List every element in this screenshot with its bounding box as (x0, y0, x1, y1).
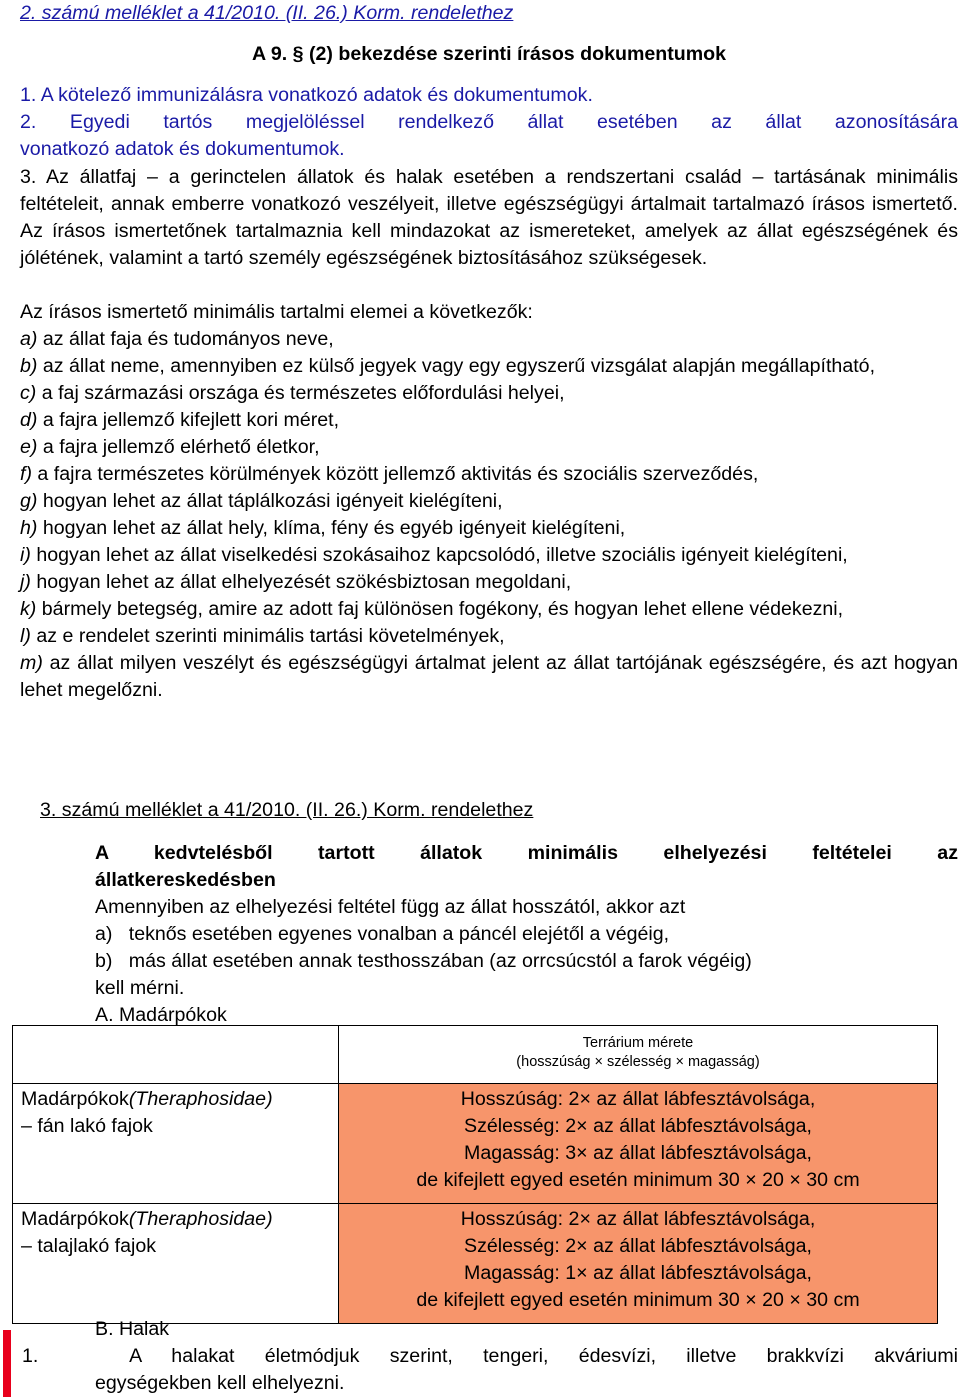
list-item-text: hogyan lehet az állat viselkedési szokásaihoz kapcsolódó, illetve szociális igényeit kielégíteni, (30, 544, 848, 566)
list-item-letter: l) (20, 625, 31, 647)
terrarium-table (12, 1025, 938, 1324)
annex3-title: 3. számú melléklet a 41/2010. (II. 26.) Korm. rendelethez (40, 799, 534, 821)
species-name: Madárpókok (21, 1088, 129, 1110)
species-subgroup: – fán lakó fajok (21, 1115, 153, 1137)
list-item-letter: e) (20, 436, 38, 458)
size-length: Hosszúság: 2× az állat lábfesztávolsága, (460, 1208, 816, 1230)
list-item-text: a fajra természetes körülmények között jellemző aktivitás és szociális szerveződés, (31, 463, 759, 485)
list-item-letter: j) (20, 571, 31, 593)
annex2-heading: A 9. § (2) bekezdése szerinti írásos dokumentumok (251, 43, 727, 65)
table-header-line1: Terrárium mérete (582, 1035, 694, 1051)
annex2-item-2-line2: vonatkozó adatok és dokumentumok. (20, 138, 345, 160)
section-b-title: B. Halak (95, 1318, 170, 1340)
annex2-item-2 (20, 109, 958, 163)
list-item-letter: k) (20, 598, 37, 620)
list-item-text: az e rendelet szerinti minimális tartási követelmények, (30, 625, 505, 647)
table-header-empty-cell (13, 1026, 339, 1084)
annex2-title: 2. számú melléklet a 41/2010. (II. 26.) Korm. rendelethez (20, 2, 514, 24)
terrarium-size-cell (339, 1084, 938, 1204)
table-row (13, 1204, 938, 1324)
annex2-item-2-line1: 2. Egyedi tartós megjelöléssel rendelkező állat esetében az állat azonosítására (20, 111, 958, 133)
annex3-rule-a: a) teknős esetében egyenes vonalban a páncél elejétől a végéig, (95, 923, 670, 945)
list-item-letter: d) (20, 409, 38, 431)
annex3-rule-b-cont: kell mérni. (95, 977, 185, 999)
list-item (20, 515, 958, 542)
list-item-text: hogyan lehet az állat táplálkozási igényeit kielégíteni, (37, 490, 503, 512)
annex2-item-3: 3. Az állatfaj – a gerinctelen állatok és halak esetében a rendszertani család – tartásának minimális feltételeit, annak emberre vonatkozó veszélyeit, illetve egészségügyi ártalmait tartalmazó írásos ismertető. Az írásos ismertetőnek tartalmaznia kell mindazokat az ismereteket, amelyek az állat egészségének és jólétének, valamint a tartó személy egészségének biztosításához szükségesek. (20, 166, 958, 269)
annex2-intro: Az írásos ismertető minimális tartalmi elemei a következők: (20, 301, 533, 323)
list-item-letter: f) (20, 463, 32, 485)
species-name: Madárpókok (21, 1208, 129, 1230)
size-height: Magasság: 3× az állat lábfesztávolsága, (464, 1142, 812, 1164)
section-a-title: A. Madárpókok (95, 1004, 227, 1026)
list-item-letter: c) (20, 382, 37, 404)
annex2-items-list (20, 326, 958, 704)
list-item-text: hogyan lehet az állat hely, klíma, fény és egyéb igényeit kielégíteni, (37, 517, 626, 539)
size-height: Magasság: 1× az állat lábfesztávolsága, (464, 1262, 812, 1284)
annex3-intro: Amennyiben az elhelyezési feltétel függ az állat hosszától, akkor azt (95, 896, 686, 918)
red-margin-marker (3, 1330, 11, 1397)
list-item-letter: a) (20, 328, 38, 350)
table-row (13, 1084, 938, 1204)
size-width: Szélesség: 2× az állat lábfesztávolsága, (464, 1235, 812, 1257)
list-item (20, 623, 958, 650)
list-item-text: az állat faja és tudományos neve, (37, 328, 334, 350)
list-item (20, 353, 958, 380)
list-item-letter: i) (20, 544, 31, 566)
list-item-letter: m) (20, 652, 43, 674)
annex2-item-1: 1. A kötelező immunizálásra vonatkozó adatok és dokumentumok. (20, 84, 593, 106)
list-item-text: a fajra jellemző kifejlett kori méret, (37, 409, 340, 431)
list-item (20, 542, 958, 569)
species-cell (13, 1204, 339, 1324)
list-item (20, 488, 958, 515)
list-item-text: hogyan lehet az állat elhelyezését szökésbiztosan megoldani, (30, 571, 572, 593)
list-item-letter: h) (20, 517, 38, 539)
list-item (20, 434, 958, 461)
list-item-text: a fajra jellemző elérhető életkor, (37, 436, 320, 458)
annex3-rule-b: b) más állat esetében annak testhosszában (az orrcsúcstól a farok végéig) (95, 950, 752, 972)
species-subgroup: – talajlakó fajok (21, 1235, 157, 1257)
terrarium-size-cell (339, 1204, 938, 1324)
size-minimum: de kifejlett egyed esetén minimum 30 × 20 × 30 cm (416, 1169, 860, 1191)
size-minimum: de kifejlett egyed esetén minimum 30 × 20 × 30 cm (416, 1289, 860, 1311)
size-length: Hosszúság: 2× az állat lábfesztávolsága, (460, 1088, 816, 1110)
annex3-heading-line1: A kedvtelésből tartott állatok minimális elhelyezési feltételei az (95, 842, 958, 864)
section-b-item-1-line2: egységekben kell elhelyezni. (95, 1372, 345, 1394)
table-header-cell (339, 1026, 938, 1084)
list-item-text: az állat neme, amennyiben ez külső jegyek vagy egy egyszerű vizsgálat alapján megállapítható, (37, 355, 876, 377)
annex3-heading-line2: állatkereskedésben (95, 869, 276, 891)
list-item (20, 407, 958, 434)
list-item-text: a faj származási országa és természetes előfordulási helyei, (36, 382, 565, 404)
list-item (20, 596, 958, 623)
species-cell (13, 1084, 339, 1204)
table-header-line2: (hosszúság × szélesség × magasság) (516, 1054, 760, 1070)
list-item-letter: b) (20, 355, 38, 377)
list-item (20, 461, 958, 488)
list-item (20, 326, 958, 353)
section-b-item-1-line1: 1. A halakat életmódjuk szerint, tengeri, édesvízi, illetve brakkvízi akváriumi (22, 1345, 958, 1367)
species-latin-name: (Theraphosidae) (128, 1208, 273, 1230)
size-width: Szélesség: 2× az állat lábfesztávolsága, (464, 1115, 812, 1137)
list-item (20, 569, 958, 596)
table-header-row (13, 1026, 938, 1084)
list-item (20, 380, 958, 407)
list-item-text: bármely betegség, amire az adott faj különösen fogékony, és hogyan lehet ellene védekezni, (36, 598, 844, 620)
annex3-block (95, 840, 958, 1029)
list-item-letter: g) (20, 490, 38, 512)
species-latin-name: (Theraphosidae) (128, 1088, 273, 1110)
section-b-item-1 (22, 1343, 958, 1397)
list-item (20, 650, 958, 704)
list-item-text: az állat milyen veszélyt és egészségügyi ártalmat jelent az állat tartójának egészségére, és azt hogyan lehet megelőzni. (20, 652, 958, 701)
